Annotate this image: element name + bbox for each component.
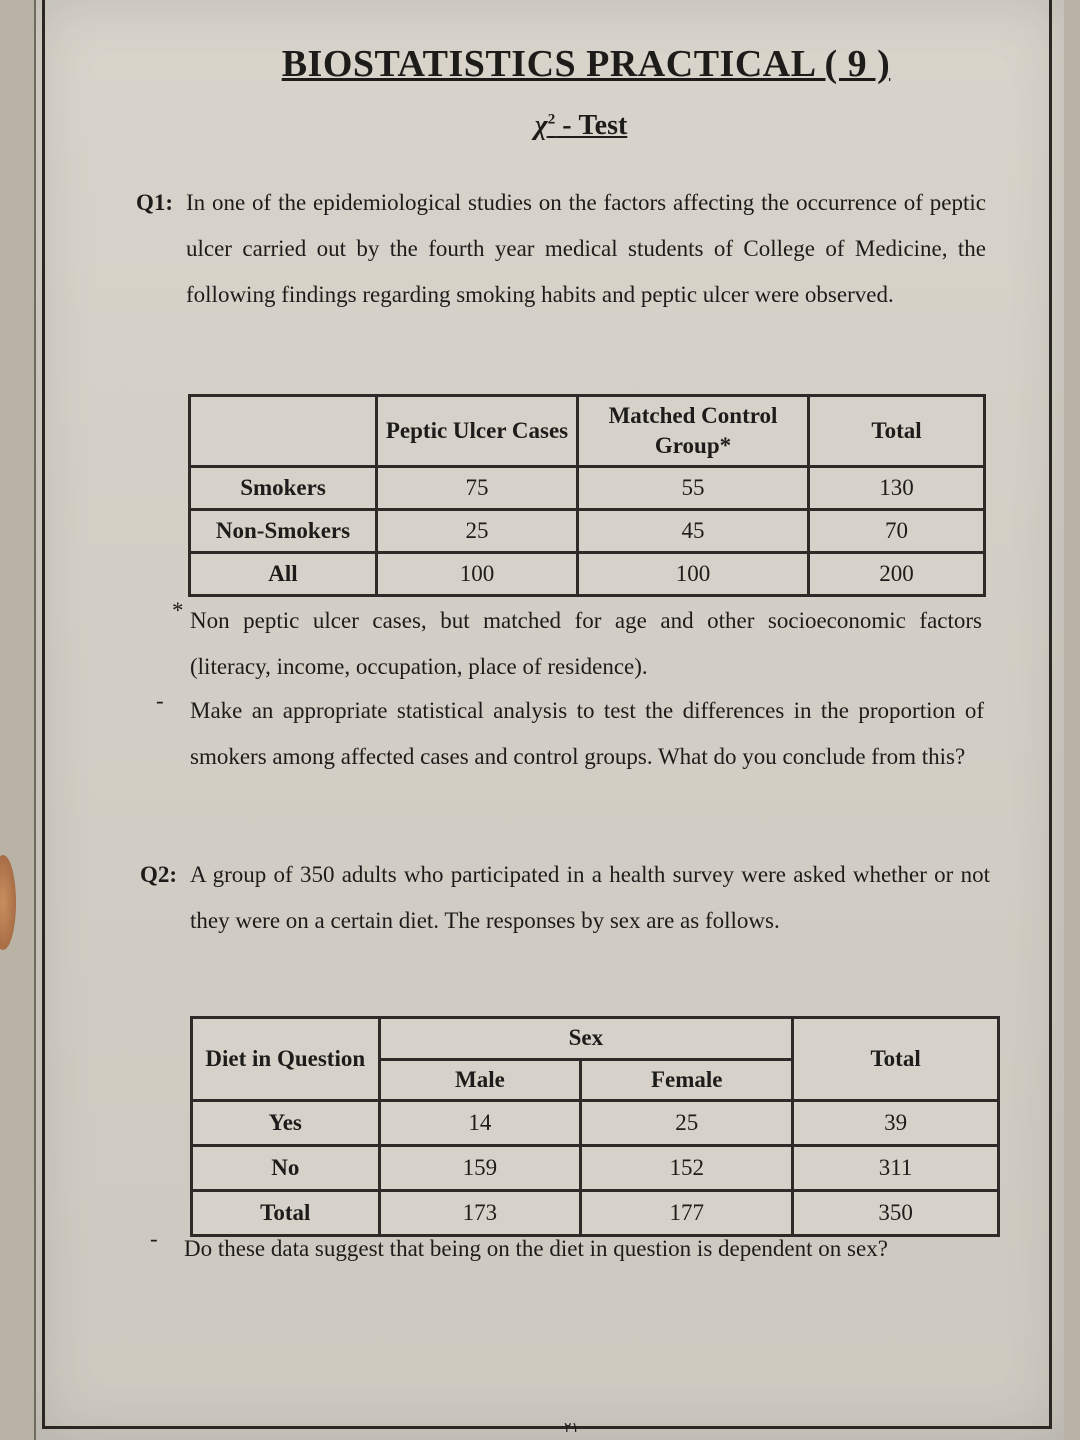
table-row [192, 1101, 999, 1146]
table-header-row [190, 396, 985, 467]
table-cell: 55 [578, 467, 809, 510]
page-title: BIOSTATISTICS PRACTICAL ( 9 ) [281, 43, 891, 85]
table-cell: 130 [809, 467, 985, 510]
table-header-cell: Matched Control Group* [578, 396, 809, 467]
question-1-label: Q1: [136, 190, 174, 215]
table-cell: 39 [793, 1101, 999, 1146]
thumb-holding-page [0, 855, 16, 950]
table-row [192, 1146, 999, 1191]
table-cell: 173 [379, 1191, 581, 1236]
page-subtitle [476, 110, 686, 142]
question-2-task-text: Do these data suggest that being on the diet in question is dependent on sex? [184, 1236, 888, 1261]
table-corner-header: Diet in Question [192, 1018, 380, 1101]
subtitle-text: - Test [555, 110, 628, 141]
table-cell: 350 [793, 1191, 999, 1236]
table-header-cell: Total [809, 396, 985, 467]
table-header-cell: Male [379, 1059, 581, 1101]
table-cell: 100 [578, 553, 809, 596]
table-row [190, 510, 985, 553]
table-cell: 25 [581, 1101, 793, 1146]
footnote-mark: * [172, 598, 184, 623]
table-cell: 14 [379, 1101, 581, 1146]
question-2-label: Q2: [140, 862, 178, 887]
table-cell: 152 [581, 1146, 793, 1191]
table-header-cell: Total [793, 1018, 999, 1101]
table-cell: 100 [377, 553, 578, 596]
table-cell: 311 [793, 1146, 999, 1191]
diet-sex-table [190, 1016, 1000, 1237]
row-label: No [192, 1146, 380, 1191]
task-dash: - [156, 688, 164, 713]
question-1 [136, 180, 986, 307]
footnote-text: Non peptic ulcer cases, but matched for age and other socioeconomic factors (literacy, income, occupation, place of residence). [190, 608, 982, 679]
table-row [190, 467, 985, 510]
task-dash: - [150, 1226, 158, 1251]
chi-exponent: 2 [547, 111, 556, 128]
table-row [190, 553, 985, 596]
question-1-text: In one of the epidemiological studies on the factors affecting the occurrence of peptic ulcer carried out by the fourth year medical students of College of Medicine, the following findings regarding smoking habits and peptic ulcer were observed. [186, 190, 986, 307]
question-1-task-text: Make an appropriate statistical analysis to test the differences in the proportion of smokers among affected cases and control groups. What do you conclude from this? [190, 698, 984, 769]
table-cell: 177 [581, 1191, 793, 1236]
smoking-ulcer-table [188, 394, 986, 597]
row-label: Non-Smokers [190, 510, 377, 553]
table-cell: 200 [809, 553, 985, 596]
table-cell: 75 [377, 467, 578, 510]
table-group-header: Sex [379, 1018, 793, 1060]
question-2 [140, 852, 990, 933]
table-cell: 159 [379, 1146, 581, 1191]
page-number: ٢١ [564, 1421, 580, 1436]
table-header-row [192, 1018, 999, 1060]
table-header-cell: Female [581, 1059, 793, 1101]
chi-symbol: χ [534, 110, 548, 141]
row-label: All [190, 553, 377, 596]
table-cell: 25 [377, 510, 578, 553]
row-label: Total [192, 1191, 380, 1236]
document-page [34, 0, 1064, 1440]
table-header-cell [190, 396, 377, 467]
table-header-cell: Peptic Ulcer Cases [377, 396, 578, 467]
row-label: Smokers [190, 467, 377, 510]
table-cell: 45 [578, 510, 809, 553]
table-cell: 70 [809, 510, 985, 553]
question-2-text: A group of 350 adults who participated in a health survey were asked whether or not they were on a certain diet. The responses by sex are as follows. [190, 862, 990, 933]
row-label: Yes [192, 1101, 380, 1146]
